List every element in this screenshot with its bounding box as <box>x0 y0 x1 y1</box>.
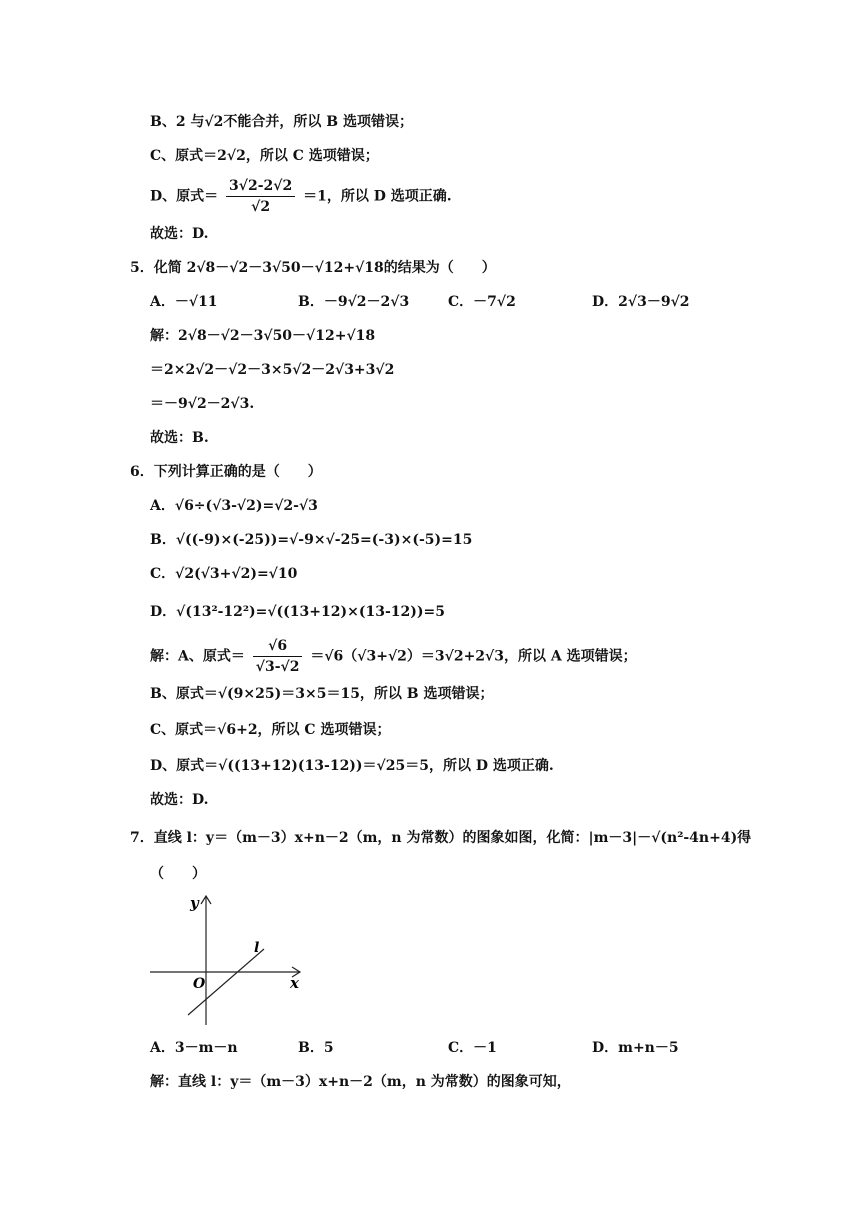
fraction-numerator: 3√2-2√2 <box>226 176 295 197</box>
q6-choice-c <box>150 564 297 584</box>
choice-label: A．－√11 <box>150 294 218 310</box>
answer-text: 故选：B. <box>150 430 209 446</box>
q7-choice-d <box>592 1038 679 1058</box>
choice-label: B．5 <box>298 1040 334 1056</box>
solution-text: ＝－9√2－2√3. <box>150 396 255 412</box>
prev-answer-text: 故选：D. <box>150 226 209 242</box>
q5-stem <box>130 258 496 278</box>
choice-label: A．3－m－n <box>150 1040 238 1056</box>
choice-label: C．－7√2 <box>448 294 516 310</box>
choice-label: D．m+n－5 <box>592 1040 679 1056</box>
prev-solution-d-prefix: D、原式＝ <box>150 188 219 205</box>
q5-solution-1 <box>150 326 375 346</box>
q7-bracket-text: （ ） <box>150 866 206 882</box>
line-l-label: l <box>254 940 260 956</box>
solution-suffix: ＝√6（√3+√2）＝3√2+2√3，所以 A 选项错误； <box>310 648 637 665</box>
prev-solution-d-suffix: ＝1，所以 D 选项正确. <box>303 188 452 205</box>
solution-prefix: 解：A、原式＝ <box>150 648 245 665</box>
q5-stem-text: 5．化简 2√8－√2－3√50－√12+√18的结果为（ ） <box>130 260 496 276</box>
choice-label: C．－1 <box>448 1040 497 1056</box>
answer-text: 故选：D. <box>150 792 209 808</box>
choice-label: D．2√3－9√2 <box>592 294 690 310</box>
q7-line-graph <box>140 888 310 1033</box>
q5-answer <box>150 428 209 448</box>
q7-choice-b <box>298 1038 334 1058</box>
choice-label: C．√2(√3+√2)=√10 <box>150 566 298 582</box>
q5-solution-3 <box>150 394 254 414</box>
q5-choice-c <box>448 292 516 312</box>
origin-label: O <box>193 976 206 992</box>
q6-solution-a <box>150 636 637 677</box>
fraction-numerator: √6 <box>253 636 303 657</box>
solution-text: 解：直线 l：y＝（m－3）x+n－2（m，n 为常数）的图象可知， <box>150 1074 571 1090</box>
q6-choice-a <box>150 496 318 516</box>
q5-choice-a <box>150 292 218 312</box>
q6-solution-d <box>150 756 554 776</box>
solution-text: D、原式＝√((13+12)(13-12))＝√25＝5，所以 D 选项正确. <box>150 758 554 774</box>
q7-bracket <box>150 864 206 884</box>
solution-text: 解：2√8－√2－3√50－√12+√18 <box>150 328 376 344</box>
fraction-denominator: √2 <box>251 199 271 215</box>
x-axis-label: x <box>290 974 299 992</box>
q7-solution-1 <box>150 1072 571 1092</box>
prev-solution-d <box>150 176 452 217</box>
prev-answer <box>150 224 209 244</box>
y-axis-label: y <box>190 894 199 912</box>
prev-solution-d-fraction <box>226 176 295 217</box>
solution-text: C、原式＝√6+2，所以 C 选项错误； <box>150 722 391 738</box>
choice-label: D．√(13²-12²)=√((13+12)×(13-12))=5 <box>150 604 445 620</box>
prev-solution-b-text: B、2 与√2不能合并，所以 B 选项错误； <box>150 114 413 130</box>
choice-label: A．√6÷(√3-√2)=√2-√3 <box>150 498 318 514</box>
q6-choice-d <box>150 602 445 622</box>
prev-solution-c-text: C、原式＝2√2，所以 C 选项错误； <box>150 148 379 164</box>
prev-solution-c <box>150 146 379 166</box>
q5-choice-d <box>592 292 690 312</box>
prev-solution-b <box>150 112 413 132</box>
q5-choice-b <box>298 292 409 312</box>
solution-text: ＝2×2√2－√2－3×5√2－2√3+3√2 <box>150 362 395 378</box>
choice-label: B．－9√2－2√3 <box>298 294 410 310</box>
q7-stem-text: 7．直线 l：y＝（m－3）x+n－2（m，n 为常数）的图象如图，化简：|m－3|－√(n²-4n+4)得 <box>130 830 752 846</box>
q6-choice-b <box>150 530 472 550</box>
q6-solution-c <box>150 720 390 740</box>
q6-stem <box>130 462 322 482</box>
fraction-denominator: √3-√2 <box>255 659 300 675</box>
q7-choice-a <box>150 1038 238 1058</box>
q7-choice-c <box>448 1038 497 1058</box>
q6-stem-text: 6．下列计算正确的是（ ） <box>130 464 322 480</box>
q6-solution-b <box>150 684 494 704</box>
q5-solution-2 <box>150 360 394 380</box>
choice-label: B．√((-9)×(-25))=√-9×√-25=(-3)×(-5)=15 <box>150 532 473 548</box>
q7-stem <box>130 828 751 848</box>
q6-answer <box>150 790 209 810</box>
q6-solution-a-fraction <box>253 636 303 677</box>
solution-text: B、原式＝√(9×25)＝3×5＝15，所以 B 选项错误； <box>150 686 494 702</box>
